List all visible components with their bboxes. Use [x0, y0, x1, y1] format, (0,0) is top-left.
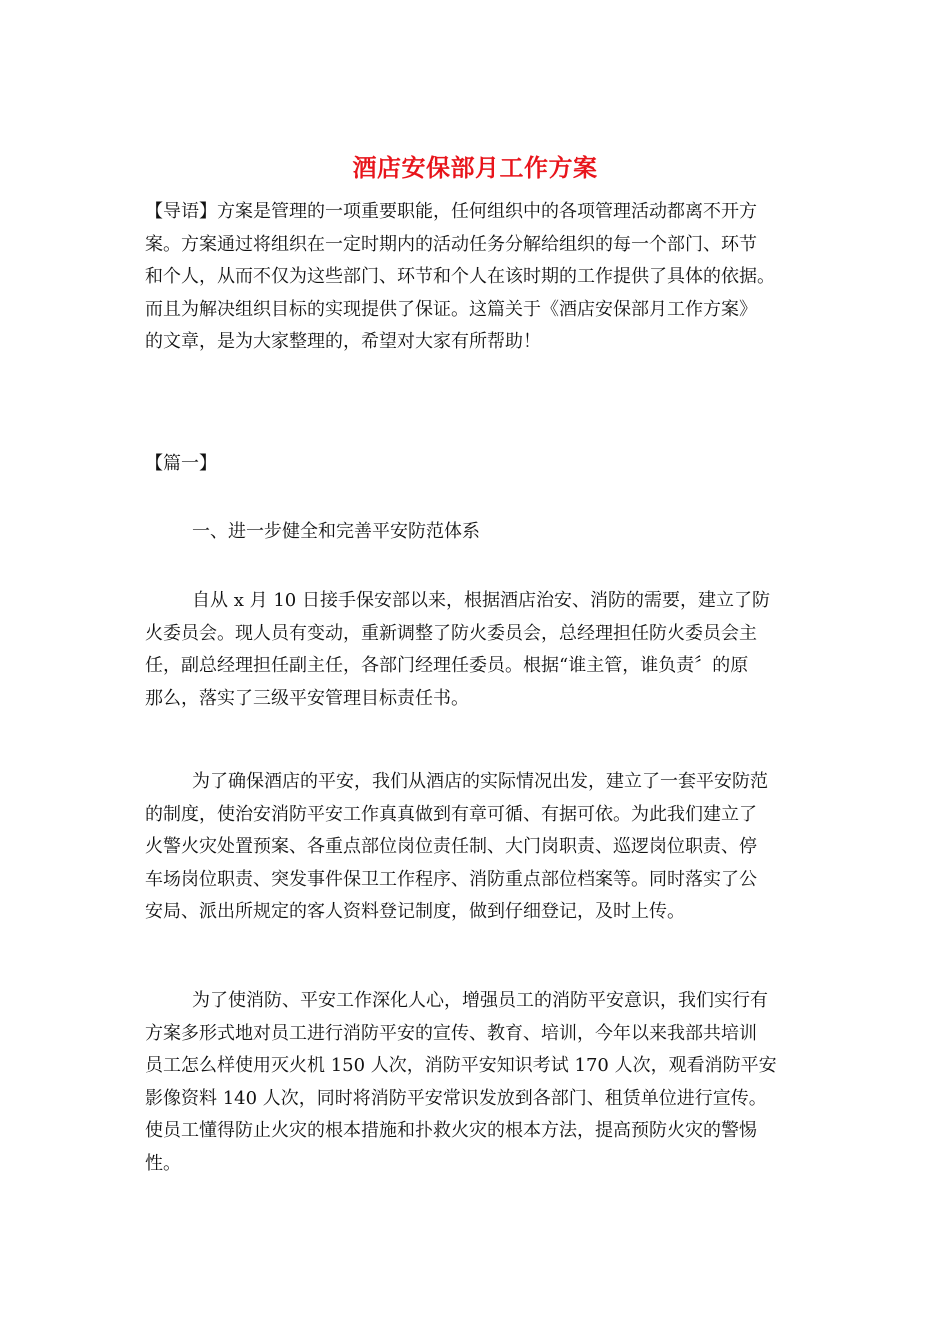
- section-label-block: [145, 448, 825, 481]
- heading-block: [145, 516, 825, 549]
- paragraph-line: 影像资料 140 人次，同时将消防平安常识发放到各部门、租赁单位进行宣传。: [145, 1087, 767, 1109]
- body-paragraph-2: [145, 766, 825, 929]
- intro-line: 而且为解决组织目标的实现提供了保证。这篇关于《酒店安保部月工作方案》: [145, 298, 757, 320]
- paragraph-line: 为了确保酒店的平安，我们从酒店的实际情况出发，建立了一套平安防范: [192, 771, 768, 792]
- paragraph-line: 车场岗位职责、突发事件保卫工作程序、消防重点部位档案等。同时落实了公: [145, 868, 757, 890]
- intro-line: 【导语】方案是管理的一项重要职能，任何组织中的各项管理活动都离不开方: [145, 201, 757, 222]
- section-label: 【篇一】: [145, 453, 217, 474]
- paragraph-line: 那么，落实了三级平安管理目标责任书。: [145, 687, 469, 709]
- body-paragraph-3: [145, 985, 825, 1180]
- intro-line: 的文章，是为大家整理的，希望对大家有所帮助！: [145, 331, 541, 352]
- paragraph-line: 方案多形式地对员工进行消防平安的宣传、教育、培训，今年以来我部共培训: [145, 1022, 757, 1044]
- paragraph-line: 为了使消防、平安工作深化人心，增强员工的消防平安意识，我们实行有: [192, 990, 768, 1011]
- paragraph-line: 使员工懂得防止火灾的根本措施和扑救火灾的根本方法，提高预防火灾的警惕: [145, 1120, 757, 1141]
- paragraph-line: 安局、派出所规定的客人资料登记制度，做到仔细登记，及时上传。: [145, 901, 685, 922]
- intro-line: 和个人，从而不仅为这些部门、环节和个人在该时期的工作提供了具体的依据。: [145, 266, 775, 287]
- paragraph-line: 性。: [145, 1152, 181, 1174]
- paragraph-line: 员工怎么样使用灭火机 150 人次，消防平安知识考试 170 人次，观看消防平安: [145, 1055, 777, 1076]
- paragraph-line: 任，副总经理担任副主任，各部门经理任委员。根据“谁主管，谁负责〞的原: [145, 655, 749, 676]
- body-paragraph-1: [145, 585, 825, 715]
- intro-line: 案。方案通过将组织在一定时期内的活动任务分解给组织的每一个部门、环节: [145, 233, 757, 255]
- paragraph-line: 的制度，使治安消防平安工作真真做到有章可循、有据可依。为此我们建立了: [145, 803, 757, 825]
- paragraph-line: 火委员会。现人员有变动，重新调整了防火委员会，总经理担任防火委员会主: [145, 622, 757, 644]
- document-title: 酒店安保部月工作方案: [352, 153, 598, 182]
- intro-paragraph: [145, 196, 825, 359]
- paragraph-line: 自从 x 月 10 日接手保安部以来，根据酒店治安、消防的需要，建立了防: [192, 590, 770, 611]
- paragraph-line: 火警火灾处置预案、各重点部位岗位责任制、大门岗职责、巡逻岗位职责、停: [145, 836, 757, 857]
- section-heading: 一、进一步健全和完善平安防范体系: [192, 521, 480, 542]
